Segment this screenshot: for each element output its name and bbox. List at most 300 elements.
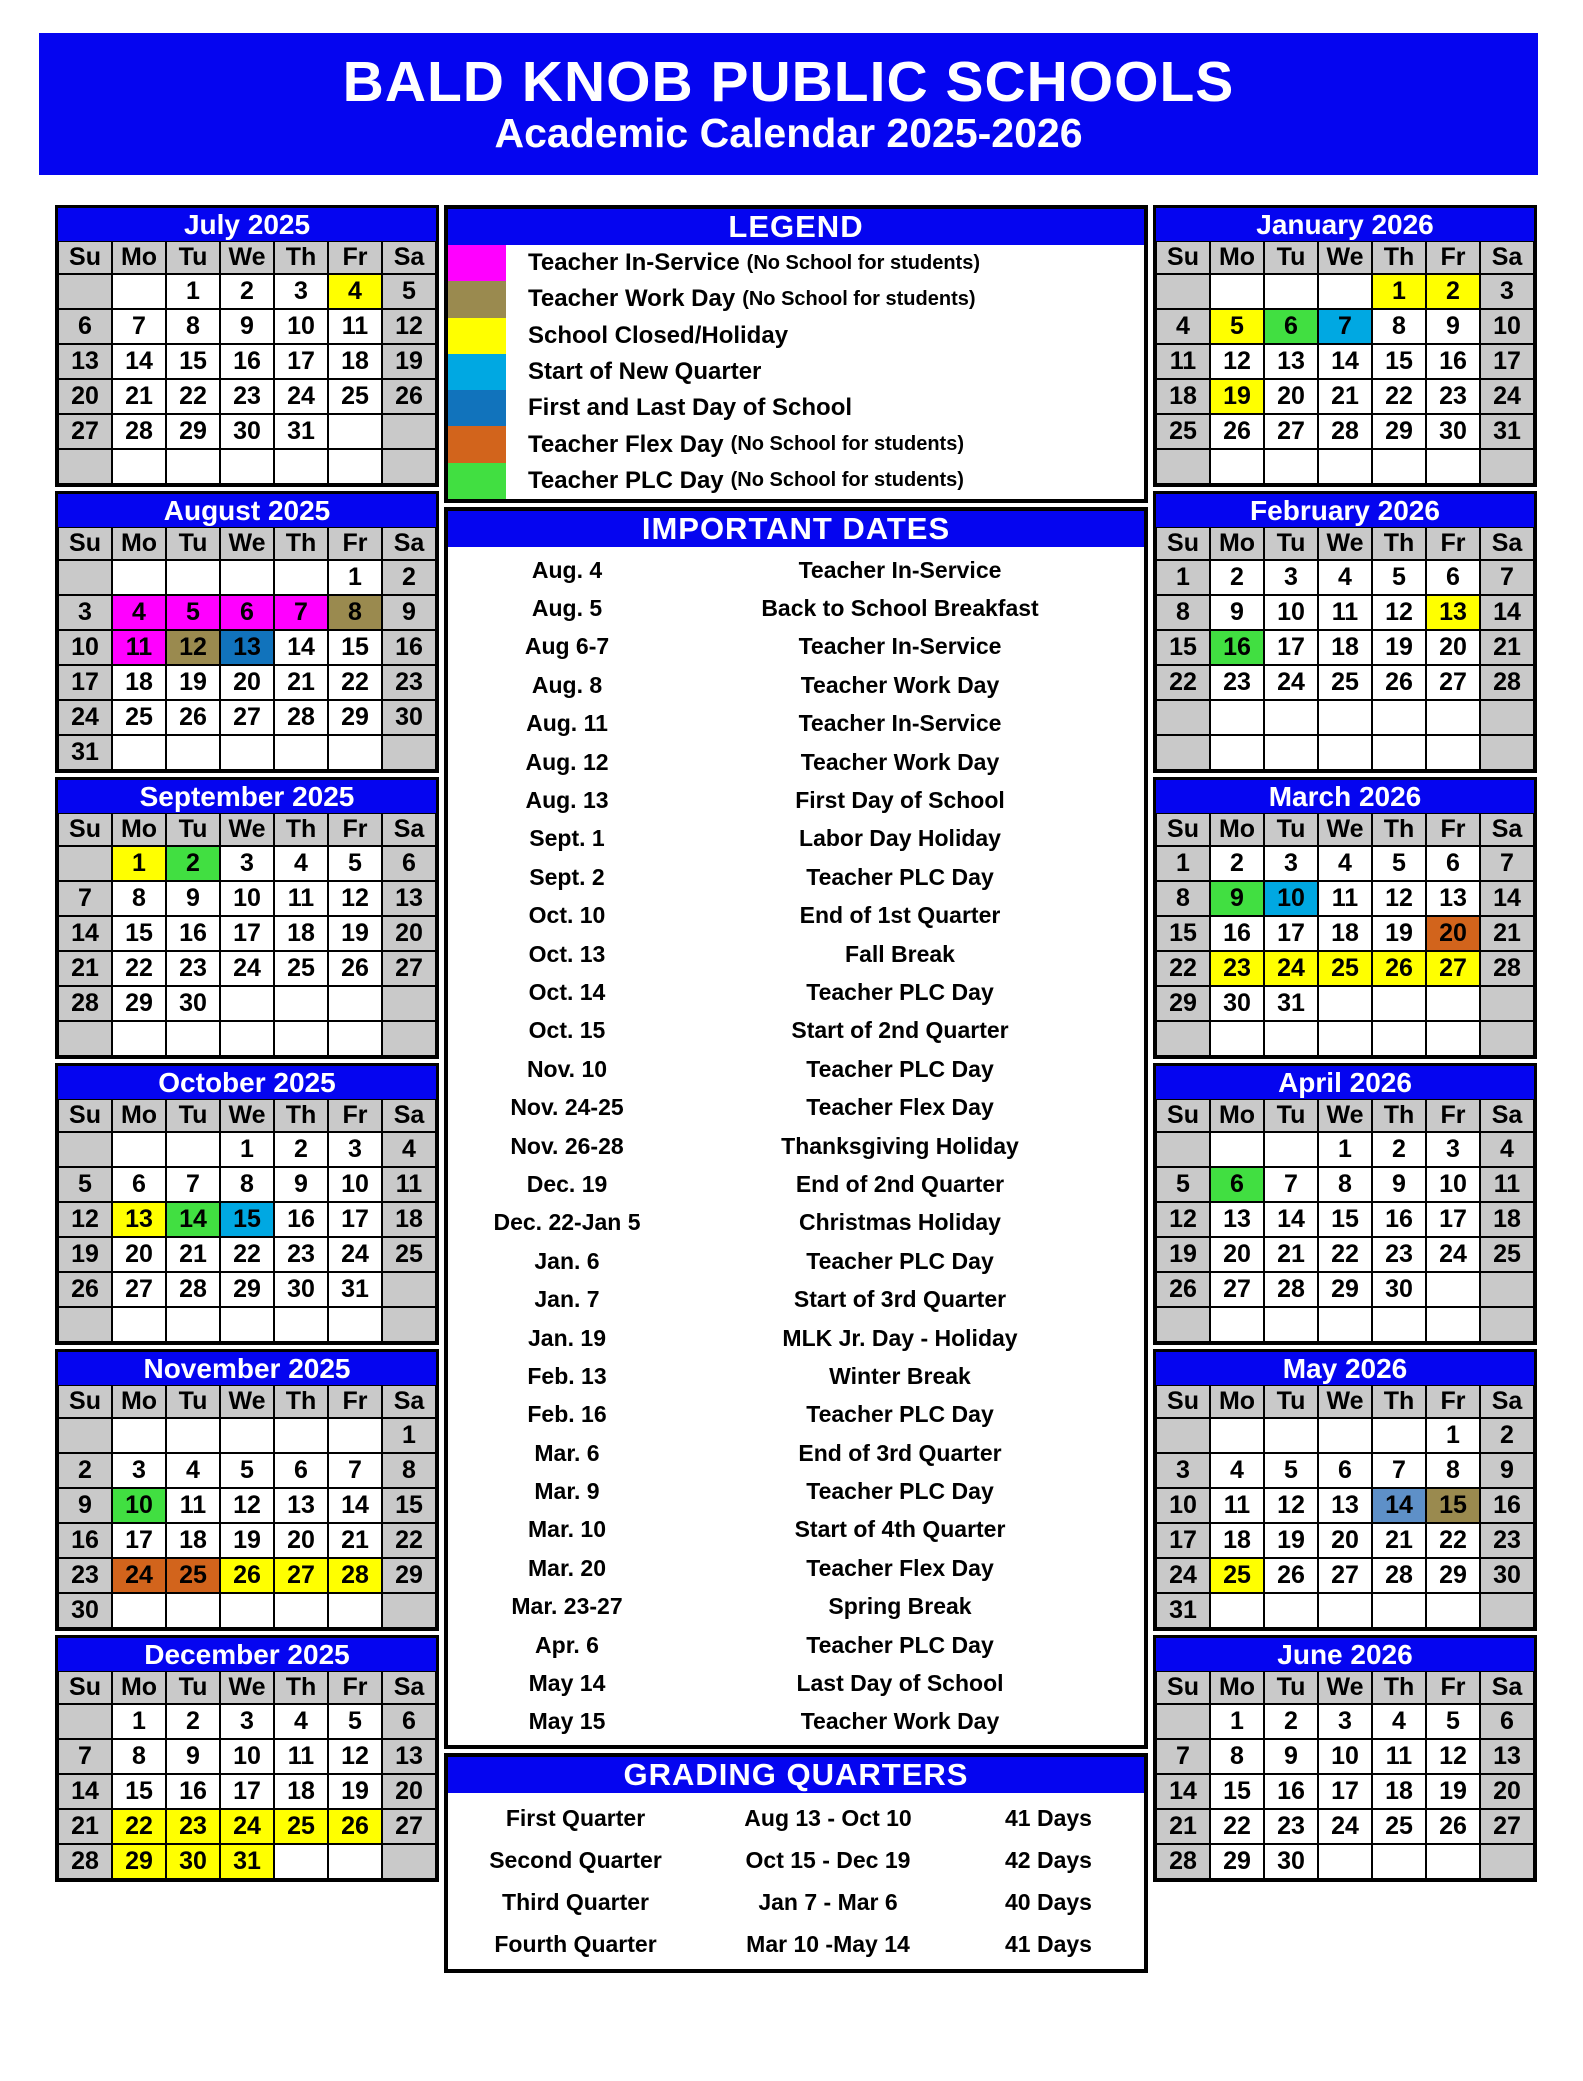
important-date-event: Thanksgiving Holiday — [781, 1132, 1019, 1159]
empty-cell — [1426, 1593, 1480, 1628]
weekday-header-sa: Sa — [382, 1099, 436, 1132]
weekday-header-sa: Sa — [1480, 813, 1534, 846]
important-date-event: Start of 2nd Quarter — [791, 1017, 1009, 1044]
day-cell: 16 — [1210, 916, 1264, 951]
important-date-label: Oct. 13 — [528, 940, 606, 967]
day-cell: 8 — [220, 1167, 274, 1202]
month-grid — [58, 527, 436, 770]
month-grid — [58, 1099, 436, 1342]
day-cell: 17 — [1156, 1523, 1210, 1558]
day-cell: 11 — [166, 1488, 220, 1523]
day-cell: 22 — [112, 1809, 166, 1844]
empty-cell — [58, 1704, 112, 1739]
day-cell: 7 — [58, 1739, 112, 1774]
empty-cell — [274, 1844, 328, 1879]
weekday-header-mo: Mo — [112, 527, 166, 560]
empty-cell — [328, 1307, 382, 1342]
legend-title: LEGEND — [448, 209, 1144, 245]
month-october-2025 — [55, 1063, 439, 1345]
day-cell: 8 — [1426, 1453, 1480, 1488]
day-cell: 27 — [382, 1809, 436, 1844]
empty-cell — [328, 1021, 382, 1056]
day-cell: 19 — [1372, 916, 1426, 951]
day-cell: 2 — [1264, 1704, 1318, 1739]
day-cell: 14 — [1372, 1488, 1426, 1523]
month-november-2025 — [55, 1349, 439, 1631]
day-cell: 29 — [382, 1558, 436, 1593]
day-cell: 16 — [1372, 1202, 1426, 1237]
empty-cell — [1426, 1021, 1480, 1056]
day-cell: 16 — [58, 1523, 112, 1558]
day-cell: 1 — [1156, 560, 1210, 595]
important-date-row — [448, 589, 1144, 627]
empty-cell — [274, 449, 328, 484]
empty-cell — [112, 1307, 166, 1342]
day-cell: 26 — [328, 1809, 382, 1844]
empty-cell — [1372, 1307, 1426, 1342]
day-cell: 14 — [112, 344, 166, 379]
day-cell: 21 — [1264, 1237, 1318, 1272]
empty-cell — [166, 1418, 220, 1453]
empty-cell — [1480, 1272, 1534, 1307]
important-date-event: Teacher PLC Day — [806, 1055, 994, 1082]
day-cell: 12 — [1426, 1739, 1480, 1774]
important-date-event: Teacher PLC Day — [806, 1401, 994, 1428]
day-cell: 2 — [58, 1453, 112, 1488]
day-cell: 15 — [1318, 1202, 1372, 1237]
weekday-header-su: Su — [58, 241, 112, 274]
empty-cell — [58, 1021, 112, 1056]
weekday-header-we: We — [1318, 527, 1372, 560]
important-date-row — [448, 1703, 1144, 1741]
weekday-header-su: Su — [58, 1099, 112, 1132]
important-date-event: Teacher Work Day — [800, 1708, 1000, 1735]
day-cell: 6 — [1264, 309, 1318, 344]
school-name: BALD KNOB PUBLIC SCHOOLS — [342, 50, 1235, 115]
empty-cell — [1318, 1593, 1372, 1628]
important-date-event: Teacher Flex Day — [806, 1094, 994, 1121]
day-cell: 20 — [1426, 630, 1480, 665]
month-title: February 2026 — [1156, 494, 1534, 527]
day-cell: 17 — [1264, 630, 1318, 665]
important-date-event: Teacher Work Day — [800, 748, 1000, 775]
day-cell: 3 — [1480, 274, 1534, 309]
day-cell: 13 — [220, 630, 274, 665]
weekday-header-we: We — [220, 1385, 274, 1418]
day-cell: 20 — [1264, 379, 1318, 414]
weekday-header-sa: Sa — [1480, 1385, 1534, 1418]
day-cell: 8 — [166, 309, 220, 344]
day-cell: 27 — [1264, 414, 1318, 449]
empty-cell — [274, 1593, 328, 1628]
empty-cell — [1318, 700, 1372, 735]
legend-note: (No School for students) — [730, 433, 964, 456]
day-cell: 17 — [1426, 1202, 1480, 1237]
weekday-header-fr: Fr — [1426, 1099, 1480, 1132]
day-cell: 13 — [382, 881, 436, 916]
month-title: March 2026 — [1156, 780, 1534, 813]
weekday-header-fr: Fr — [328, 1671, 382, 1704]
day-cell: 18 — [1318, 916, 1372, 951]
weekday-header-th: Th — [274, 1385, 328, 1418]
day-cell: 30 — [1264, 1844, 1318, 1879]
day-cell: 13 — [1480, 1739, 1534, 1774]
important-date-label: Aug. 5 — [531, 595, 603, 622]
day-cell: 7 — [1480, 560, 1534, 595]
quarter-name: Second Quarter — [489, 1846, 662, 1873]
day-cell: 28 — [1156, 1844, 1210, 1879]
weekday-header-tu: Tu — [166, 813, 220, 846]
day-cell: 17 — [112, 1523, 166, 1558]
day-cell: 2 — [382, 560, 436, 595]
day-cell: 31 — [1480, 414, 1534, 449]
day-cell: 4 — [1372, 1704, 1426, 1739]
legend-label: Teacher In-Service (No School for students) — [528, 249, 980, 277]
day-cell: 19 — [328, 916, 382, 951]
day-cell: 9 — [1426, 309, 1480, 344]
legend-body — [448, 245, 1144, 499]
day-cell: 30 — [274, 1272, 328, 1307]
day-cell: 10 — [58, 630, 112, 665]
day-cell: 26 — [328, 951, 382, 986]
day-cell: 23 — [1372, 1237, 1426, 1272]
important-date-label: Feb. 16 — [527, 1401, 607, 1428]
day-cell: 22 — [166, 379, 220, 414]
day-cell: 12 — [220, 1488, 274, 1523]
month-title: January 2026 — [1156, 208, 1534, 241]
calendar-columns — [55, 205, 1537, 1977]
day-cell: 7 — [328, 1453, 382, 1488]
empty-cell — [1264, 1021, 1318, 1056]
day-cell: 15 — [220, 1202, 274, 1237]
weekday-header-th: Th — [1372, 241, 1426, 274]
empty-cell — [1210, 1418, 1264, 1453]
important-date-event: Teacher PLC Day — [806, 1631, 994, 1658]
day-cell: 29 — [112, 986, 166, 1021]
quarter-range: Jan 7 - Mar 6 — [758, 1888, 898, 1915]
empty-cell — [1372, 1593, 1426, 1628]
weekday-header-fr: Fr — [1426, 813, 1480, 846]
empty-cell — [1156, 735, 1210, 770]
day-cell: 5 — [220, 1453, 274, 1488]
day-cell: 10 — [112, 1488, 166, 1523]
day-cell: 29 — [1210, 1844, 1264, 1879]
weekday-header-fr: Fr — [328, 1385, 382, 1418]
month-may-2026 — [1153, 1349, 1537, 1631]
legend-swatch-plc-day — [448, 463, 506, 499]
day-cell: 2 — [1210, 846, 1264, 881]
day-cell: 11 — [382, 1167, 436, 1202]
important-date-label: Nov. 10 — [526, 1055, 608, 1082]
day-cell: 24 — [220, 1809, 274, 1844]
day-cell: 29 — [112, 1844, 166, 1879]
day-cell: 23 — [166, 1809, 220, 1844]
day-cell: 22 — [112, 951, 166, 986]
important-date-event: End of 2nd Quarter — [795, 1170, 1005, 1197]
empty-cell — [1156, 1307, 1210, 1342]
day-cell: 2 — [1426, 274, 1480, 309]
day-cell: 26 — [1372, 951, 1426, 986]
day-cell: 28 — [1318, 414, 1372, 449]
day-cell: 1 — [112, 846, 166, 881]
day-cell: 21 — [274, 665, 328, 700]
day-cell: 1 — [1426, 1418, 1480, 1453]
empty-cell — [328, 1418, 382, 1453]
important-date-label: Aug 6-7 — [524, 633, 610, 660]
important-date-event: Teacher In-Service — [798, 710, 1002, 737]
empty-cell — [1372, 1418, 1426, 1453]
day-cell: 20 — [382, 1774, 436, 1809]
month-september-2025 — [55, 777, 439, 1059]
day-cell: 30 — [58, 1593, 112, 1628]
day-cell: 26 — [220, 1558, 274, 1593]
day-cell: 20 — [58, 379, 112, 414]
day-cell: 19 — [220, 1523, 274, 1558]
weekday-header-th: Th — [1372, 1099, 1426, 1132]
day-cell: 24 — [220, 951, 274, 986]
day-cell: 27 — [1426, 951, 1480, 986]
day-cell: 7 — [1264, 1167, 1318, 1202]
day-cell: 22 — [1210, 1809, 1264, 1844]
day-cell: 10 — [274, 309, 328, 344]
day-cell: 9 — [58, 1488, 112, 1523]
day-cell: 7 — [112, 309, 166, 344]
day-cell: 29 — [328, 700, 382, 735]
empty-cell — [1372, 1021, 1426, 1056]
empty-cell — [1318, 274, 1372, 309]
day-cell: 3 — [220, 846, 274, 881]
important-date-label: Jan. 6 — [534, 1247, 600, 1274]
weekday-header-we: We — [220, 813, 274, 846]
weekday-header-sa: Sa — [382, 1385, 436, 1418]
day-cell: 1 — [328, 560, 382, 595]
day-cell: 31 — [274, 414, 328, 449]
legend-swatch-new-quarter — [448, 354, 506, 390]
empty-cell — [1480, 1593, 1534, 1628]
weekday-header-tu: Tu — [1264, 1099, 1318, 1132]
day-cell: 20 — [112, 1237, 166, 1272]
day-cell: 4 — [112, 595, 166, 630]
legend-item-teacher-work-day — [448, 281, 1144, 317]
day-cell: 10 — [1264, 881, 1318, 916]
empty-cell — [166, 1593, 220, 1628]
day-cell: 23 — [1210, 951, 1264, 986]
empty-cell — [328, 986, 382, 1021]
day-cell: 19 — [1372, 630, 1426, 665]
empty-cell — [328, 735, 382, 770]
month-june-2026 — [1153, 1635, 1537, 1882]
day-cell: 24 — [1156, 1558, 1210, 1593]
empty-cell — [1156, 1704, 1210, 1739]
empty-cell — [58, 1418, 112, 1453]
empty-cell — [1372, 1844, 1426, 1879]
day-cell: 16 — [1264, 1774, 1318, 1809]
day-cell: 3 — [274, 274, 328, 309]
day-cell: 3 — [220, 1704, 274, 1739]
day-cell: 1 — [112, 1704, 166, 1739]
day-cell: 25 — [1210, 1558, 1264, 1593]
day-cell: 25 — [328, 379, 382, 414]
important-date-event: Labor Day Holiday — [799, 825, 1001, 852]
day-cell: 28 — [1372, 1558, 1426, 1593]
month-title: October 2025 — [58, 1066, 436, 1099]
weekday-header-we: We — [1318, 1385, 1372, 1418]
empty-cell — [274, 1307, 328, 1342]
weekday-header-fr: Fr — [1426, 1385, 1480, 1418]
important-date-label: Mar. 9 — [534, 1478, 600, 1505]
important-date-event: Teacher In-Service — [798, 556, 1002, 583]
day-cell: 13 — [112, 1202, 166, 1237]
day-cell: 22 — [382, 1523, 436, 1558]
important-date-row — [448, 1434, 1144, 1472]
grading-quarters-body — [448, 1793, 1144, 1969]
day-cell: 28 — [112, 414, 166, 449]
empty-cell — [382, 1307, 436, 1342]
weekday-header-sa: Sa — [1480, 527, 1534, 560]
day-cell: 8 — [328, 595, 382, 630]
weekday-header-th: Th — [274, 241, 328, 274]
day-cell: 31 — [1264, 986, 1318, 1021]
day-cell: 6 — [382, 1704, 436, 1739]
day-cell: 12 — [328, 1739, 382, 1774]
important-date-row — [448, 973, 1144, 1011]
month-february-2026 — [1153, 491, 1537, 773]
day-cell: 14 — [58, 916, 112, 951]
day-cell: 10 — [1264, 595, 1318, 630]
day-cell: 28 — [166, 1272, 220, 1307]
day-cell: 15 — [1426, 1488, 1480, 1523]
day-cell: 18 — [166, 1523, 220, 1558]
grading-quarters-panel — [444, 1753, 1148, 1973]
weekday-header-tu: Tu — [166, 1671, 220, 1704]
empty-cell — [382, 1021, 436, 1056]
important-date-label: Aug. 11 — [526, 710, 608, 737]
important-date-label: Dec. 19 — [526, 1170, 608, 1197]
month-grid — [58, 1385, 436, 1628]
empty-cell — [274, 735, 328, 770]
day-cell: 30 — [1210, 986, 1264, 1021]
day-cell: 29 — [1372, 414, 1426, 449]
day-cell: 7 — [166, 1167, 220, 1202]
important-date-event: Teacher PLC Day — [806, 863, 994, 890]
day-cell: 27 — [1426, 665, 1480, 700]
empty-cell — [328, 449, 382, 484]
month-grid — [58, 813, 436, 1056]
day-cell: 29 — [1156, 986, 1210, 1021]
grading-quarter-row — [448, 1881, 1144, 1923]
important-date-row — [448, 666, 1144, 704]
day-cell: 12 — [1264, 1488, 1318, 1523]
important-date-row — [448, 1280, 1144, 1318]
day-cell: 3 — [112, 1453, 166, 1488]
day-cell: 23 — [220, 379, 274, 414]
day-cell: 3 — [1264, 560, 1318, 595]
day-cell: 16 — [382, 630, 436, 665]
day-cell: 19 — [166, 665, 220, 700]
day-cell: 5 — [166, 595, 220, 630]
day-cell: 22 — [1426, 1523, 1480, 1558]
weekday-header-fr: Fr — [1426, 241, 1480, 274]
empty-cell — [58, 560, 112, 595]
day-cell: 8 — [382, 1453, 436, 1488]
day-cell: 25 — [166, 1558, 220, 1593]
day-cell: 4 — [274, 1704, 328, 1739]
day-cell: 31 — [220, 1844, 274, 1879]
day-cell: 15 — [1372, 344, 1426, 379]
important-date-event: MLK Jr. Day - Holiday — [782, 1324, 1018, 1351]
day-cell: 1 — [1210, 1704, 1264, 1739]
day-cell: 15 — [112, 1774, 166, 1809]
empty-cell — [1318, 1021, 1372, 1056]
day-cell: 12 — [1156, 1202, 1210, 1237]
month-grid — [1156, 813, 1534, 1056]
important-date-row — [448, 1626, 1144, 1664]
day-cell: 16 — [1426, 344, 1480, 379]
day-cell: 18 — [274, 916, 328, 951]
month-grid — [1156, 1099, 1534, 1342]
quarter-days: 40 Days — [1005, 1888, 1092, 1915]
important-date-row — [448, 1472, 1144, 1510]
day-cell: 15 — [112, 916, 166, 951]
day-cell: 7 — [1318, 309, 1372, 344]
important-date-label: Aug. 13 — [525, 787, 609, 814]
day-cell: 3 — [1426, 1132, 1480, 1167]
weekday-header-tu: Tu — [1264, 1671, 1318, 1704]
day-cell: 16 — [1480, 1488, 1534, 1523]
empty-cell — [1264, 735, 1318, 770]
weekday-header-su: Su — [58, 1385, 112, 1418]
important-date-event: End of 1st Quarter — [799, 902, 1001, 929]
weekday-header-fr: Fr — [328, 241, 382, 274]
day-cell: 24 — [1318, 1809, 1372, 1844]
day-cell: 10 — [1318, 1739, 1372, 1774]
empty-cell — [274, 1021, 328, 1056]
day-cell: 25 — [1156, 414, 1210, 449]
weekday-header-mo: Mo — [112, 1385, 166, 1418]
day-cell: 18 — [1210, 1523, 1264, 1558]
empty-cell — [166, 735, 220, 770]
empty-cell — [1318, 986, 1372, 1021]
empty-cell — [166, 1021, 220, 1056]
day-cell: 18 — [382, 1202, 436, 1237]
day-cell: 5 — [1210, 309, 1264, 344]
important-date-row — [448, 781, 1144, 819]
empty-cell — [1264, 1418, 1318, 1453]
day-cell: 8 — [112, 881, 166, 916]
day-cell: 30 — [1372, 1272, 1426, 1307]
important-dates-title: IMPORTANT DATES — [448, 511, 1144, 547]
important-date-label: Mar. 10 — [528, 1516, 606, 1543]
day-cell: 9 — [166, 881, 220, 916]
legend-item-teacher-plc-day — [448, 463, 1144, 499]
day-cell: 21 — [1318, 379, 1372, 414]
empty-cell — [1426, 1272, 1480, 1307]
important-date-row — [448, 1664, 1144, 1702]
weekday-header-su: Su — [1156, 241, 1210, 274]
important-date-label: Jan. 7 — [534, 1286, 600, 1313]
month-title: July 2025 — [58, 208, 436, 241]
empty-cell — [58, 1307, 112, 1342]
important-date-row — [448, 743, 1144, 781]
day-cell: 8 — [1156, 881, 1210, 916]
day-cell: 13 — [1210, 1202, 1264, 1237]
important-date-row — [448, 897, 1144, 935]
day-cell: 13 — [1264, 344, 1318, 379]
legend-swatch-in-service — [448, 245, 506, 281]
day-cell: 4 — [1210, 1453, 1264, 1488]
important-date-row — [448, 705, 1144, 743]
important-date-event: First Day of School — [795, 787, 1005, 814]
